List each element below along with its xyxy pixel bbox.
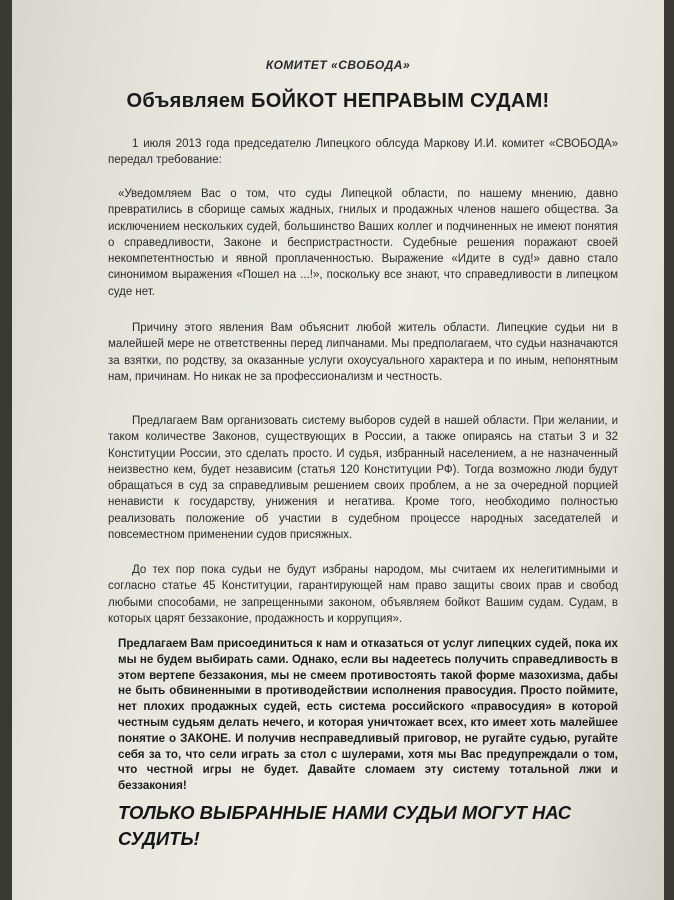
paragraph-intro: 1 июля 2013 года председателю Липецкого облсуда Маркову И.И. комитет «СВОБОДА» передал требование: <box>108 138 618 167</box>
paragraph-reason: Причину этого явления Вам объяснит любой житель области. Липецкие судьи ни в малейшей мере не ответственны перед липчанами. Мы предполагаем, что судьи назначаются за взятки, по родству, за оказанные услуги охоусуального характера и по иным, непонятным нам, причинам. Но никак не за профессионализм и честность. <box>108 322 618 383</box>
slogan: ТОЛЬКО ВЫБРАННЫЕ НАМИ СУДЬИ МОГУТ НАС СУДИТЬ! <box>118 802 572 849</box>
committee-name: КОМИТЕТ «СВОБОДА» <box>265 58 411 72</box>
leaflet-page <box>12 0 664 900</box>
paragraph-proposal: Предлагаем Вам организовать систему выборов судей в нашей области. При желании, и таком количестве Законов, существующих в России, а также опираясь на статьи 3 и 32 Конституции России, это сделать просто. И судья, избранный населением, а не назначенный неизвестно кем, будет независим (статья 120 Конституции РФ). Тогда возможно люди будут обращаться в суд за справедливым решением своих проблем, а не за очередной порцией ненависти к государству, унижения и негатива. Кроме того, необходимо полностью реализовать положение об участии в судебном процессе народных заседателей и повсеместном применении судов присяжных. <box>108 415 618 542</box>
paragraph-boycott: До тех пор пока судьи не будут избраны народом, мы считаем их нелегитимными и согласно статье 45 Конституции, гарантирующей нам право защиты своих прав и свобод любыми способами, не запрещенными законом, объявляем бойкот Вашим судам. Судам, в которых царят беззаконие, продажность и коррупция». <box>108 564 618 625</box>
headline: Объявляем БОЙКОТ НЕПРАВЫМ СУДАМ! <box>126 90 550 112</box>
paragraph-appeal: Предлагаем Вам присоединиться к нам и отказаться от услуг липецких судей, пока их мы не будем выбирать сами. Однако, если вы надеетесь получить справедливость в этом вертепе беззакония, мы не смеем противостоять такой форме мазохизма, дабы не быть обвиненными в противодействии исполнения правосудия. Просто поймите, нет плохих продажных судей, есть система российского «правосудия» в которой честным судьям делать нечего, и которая уничтожает всех, кто имеет хоть малейшее понятие о ЗАКОНЕ. И получив несправедливый приговор, не ругайте судью, ругайте себя за то, что сели играть за стол с шулерами, хотя мы Вас предупреждали о том, что честной игры не будет. Давайте сломаем эту систему тотальной лжи и беззакония! <box>118 637 618 793</box>
paragraph-notice: «Уведомляем Вас о том, что суды Липецкой области, по нашему мнению, давно превратились в сборище самых жадных, гнилых и продажных членов нашего общества. За исключением нескольких судей, большинство Ваших коллег и подчиненных не имеют понятия о справедливости, Законе и беспристрастности. Судебные решения поражают своей некомпетентностью и явной проплаченностью. Выражение «Идите в суд!» давно стало синонимом выражения «Пошел на ...!», поскольку все знают, что справедливости в липецком суде нет. <box>108 188 618 298</box>
